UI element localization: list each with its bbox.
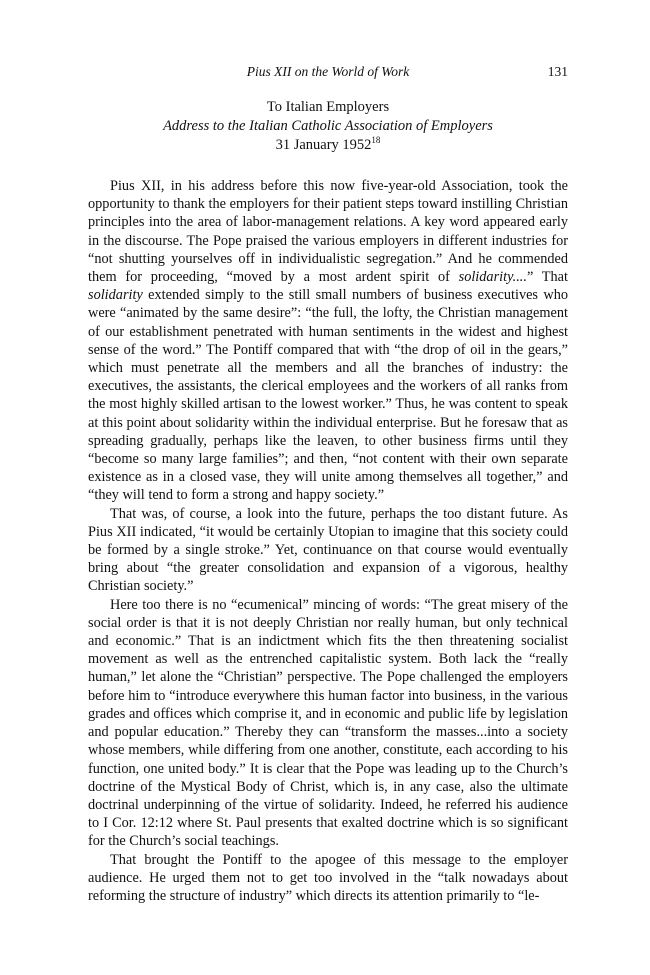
section-subtitle: Address to the Italian Catholic Association of Employers: [163, 118, 493, 134]
section-date: 31 January 1952: [275, 137, 372, 153]
running-head: [88, 64, 568, 86]
page-number: 131: [547, 64, 568, 79]
paragraph-1-part-c: extended simply to the still small numbers of business executives who were “animated by the same desire”: “the full, the lofty, the Christian management of our establishment penetrated with human sentiments in the widest and highest sense of the word.” The Pontiff compared that with “the drop of oil in the gears,” which must penetrate all the members and all the branches of industry: the executives, the assistants, the clerical employees and the workers of all ranks from the most highly skilled artisan to the lowest worker.” Thus, he was content to speak at this point about solidarity within the individual enterprise. But he foresaw that as spreading gradually, perhaps like the leaven, to other business firms until they “become so many large families”; and then, “not content with their own separate existence as in a closed vase, they will unite among themselves all together,” and “they will tend to form a strong and happy society.”: [88, 287, 568, 504]
body-text: [88, 177, 568, 905]
paragraph-4: That brought the Pontiff to the apogee of this message to the employer audience. He urged them not to get too involved in the “talk nowadays about reforming the structure of industry” which directs its attention primarily to “le-: [88, 851, 568, 904]
emphasis-solidarity-1: solidarity....: [458, 269, 527, 286]
book-page: [88, 64, 568, 905]
section-heading: [88, 98, 568, 155]
emphasis-solidarity-2: solidarity: [88, 287, 143, 304]
paragraph-1-part-a: Pius XII, in his address before this now five-year-old Association, took the opportunity to thank the employers for their patient steps toward instilling Christian principles into the area of labor-management relations. A key word appeared early in the discourse. The Pope praised the various employers in different industries for “not shutting yourselves off in individualistic segregation.” And he commended them for proceeding, “moved by a most ardent spirit of: [88, 178, 568, 286]
paragraph-1-part-b: ” That: [526, 269, 568, 286]
footnote-marker: 18: [371, 135, 381, 145]
paragraph-1: [88, 177, 568, 505]
running-title: Pius XII on the World of Work: [246, 64, 410, 79]
section-date-line: [88, 136, 568, 155]
paragraph-3: Here too there is no “ecumenical” mincing of words: “The great misery of the social order is that it is not deeply Christian nor really human, but only technical and economic.” That is an indictment which fits the then threatening socialist movement as well as the entrenched capitalistic system. Both lack the “really human,” let alone the “Christian” perspective. The Pope challenged the employers before him to “introduce everywhere this human factor into business, in the various grades and offices which comprise it, and in economic and public life by legislation and popular education.” Thereby they can “transform the masses...into a society whose members, while differing from one another, constitute, each according to his function, one united body.” It is clear that the Pope was leading up to the Church’s doctrine of the Mystical Body of Christ, which is, in any case, also the ultimate doctrinal underpinning of the virtue of solidarity. Indeed, he referred his audience to I Cor. 12:12 where St. Paul presents that exalted doctrine which is so significant for the Church’s social teachings.: [88, 596, 568, 850]
section-title: To Italian Employers: [266, 99, 390, 115]
paragraph-2: That was, of course, a look into the future, perhaps the too distant future. As Pius XII indicated, “it would be certainly Utopian to imagine that this society could be formed by a single stroke.” Yet, continuance on that course would eventually bring about “the greater consolidation and expansion of a vigorous, healthy Christian society.”: [88, 505, 568, 595]
